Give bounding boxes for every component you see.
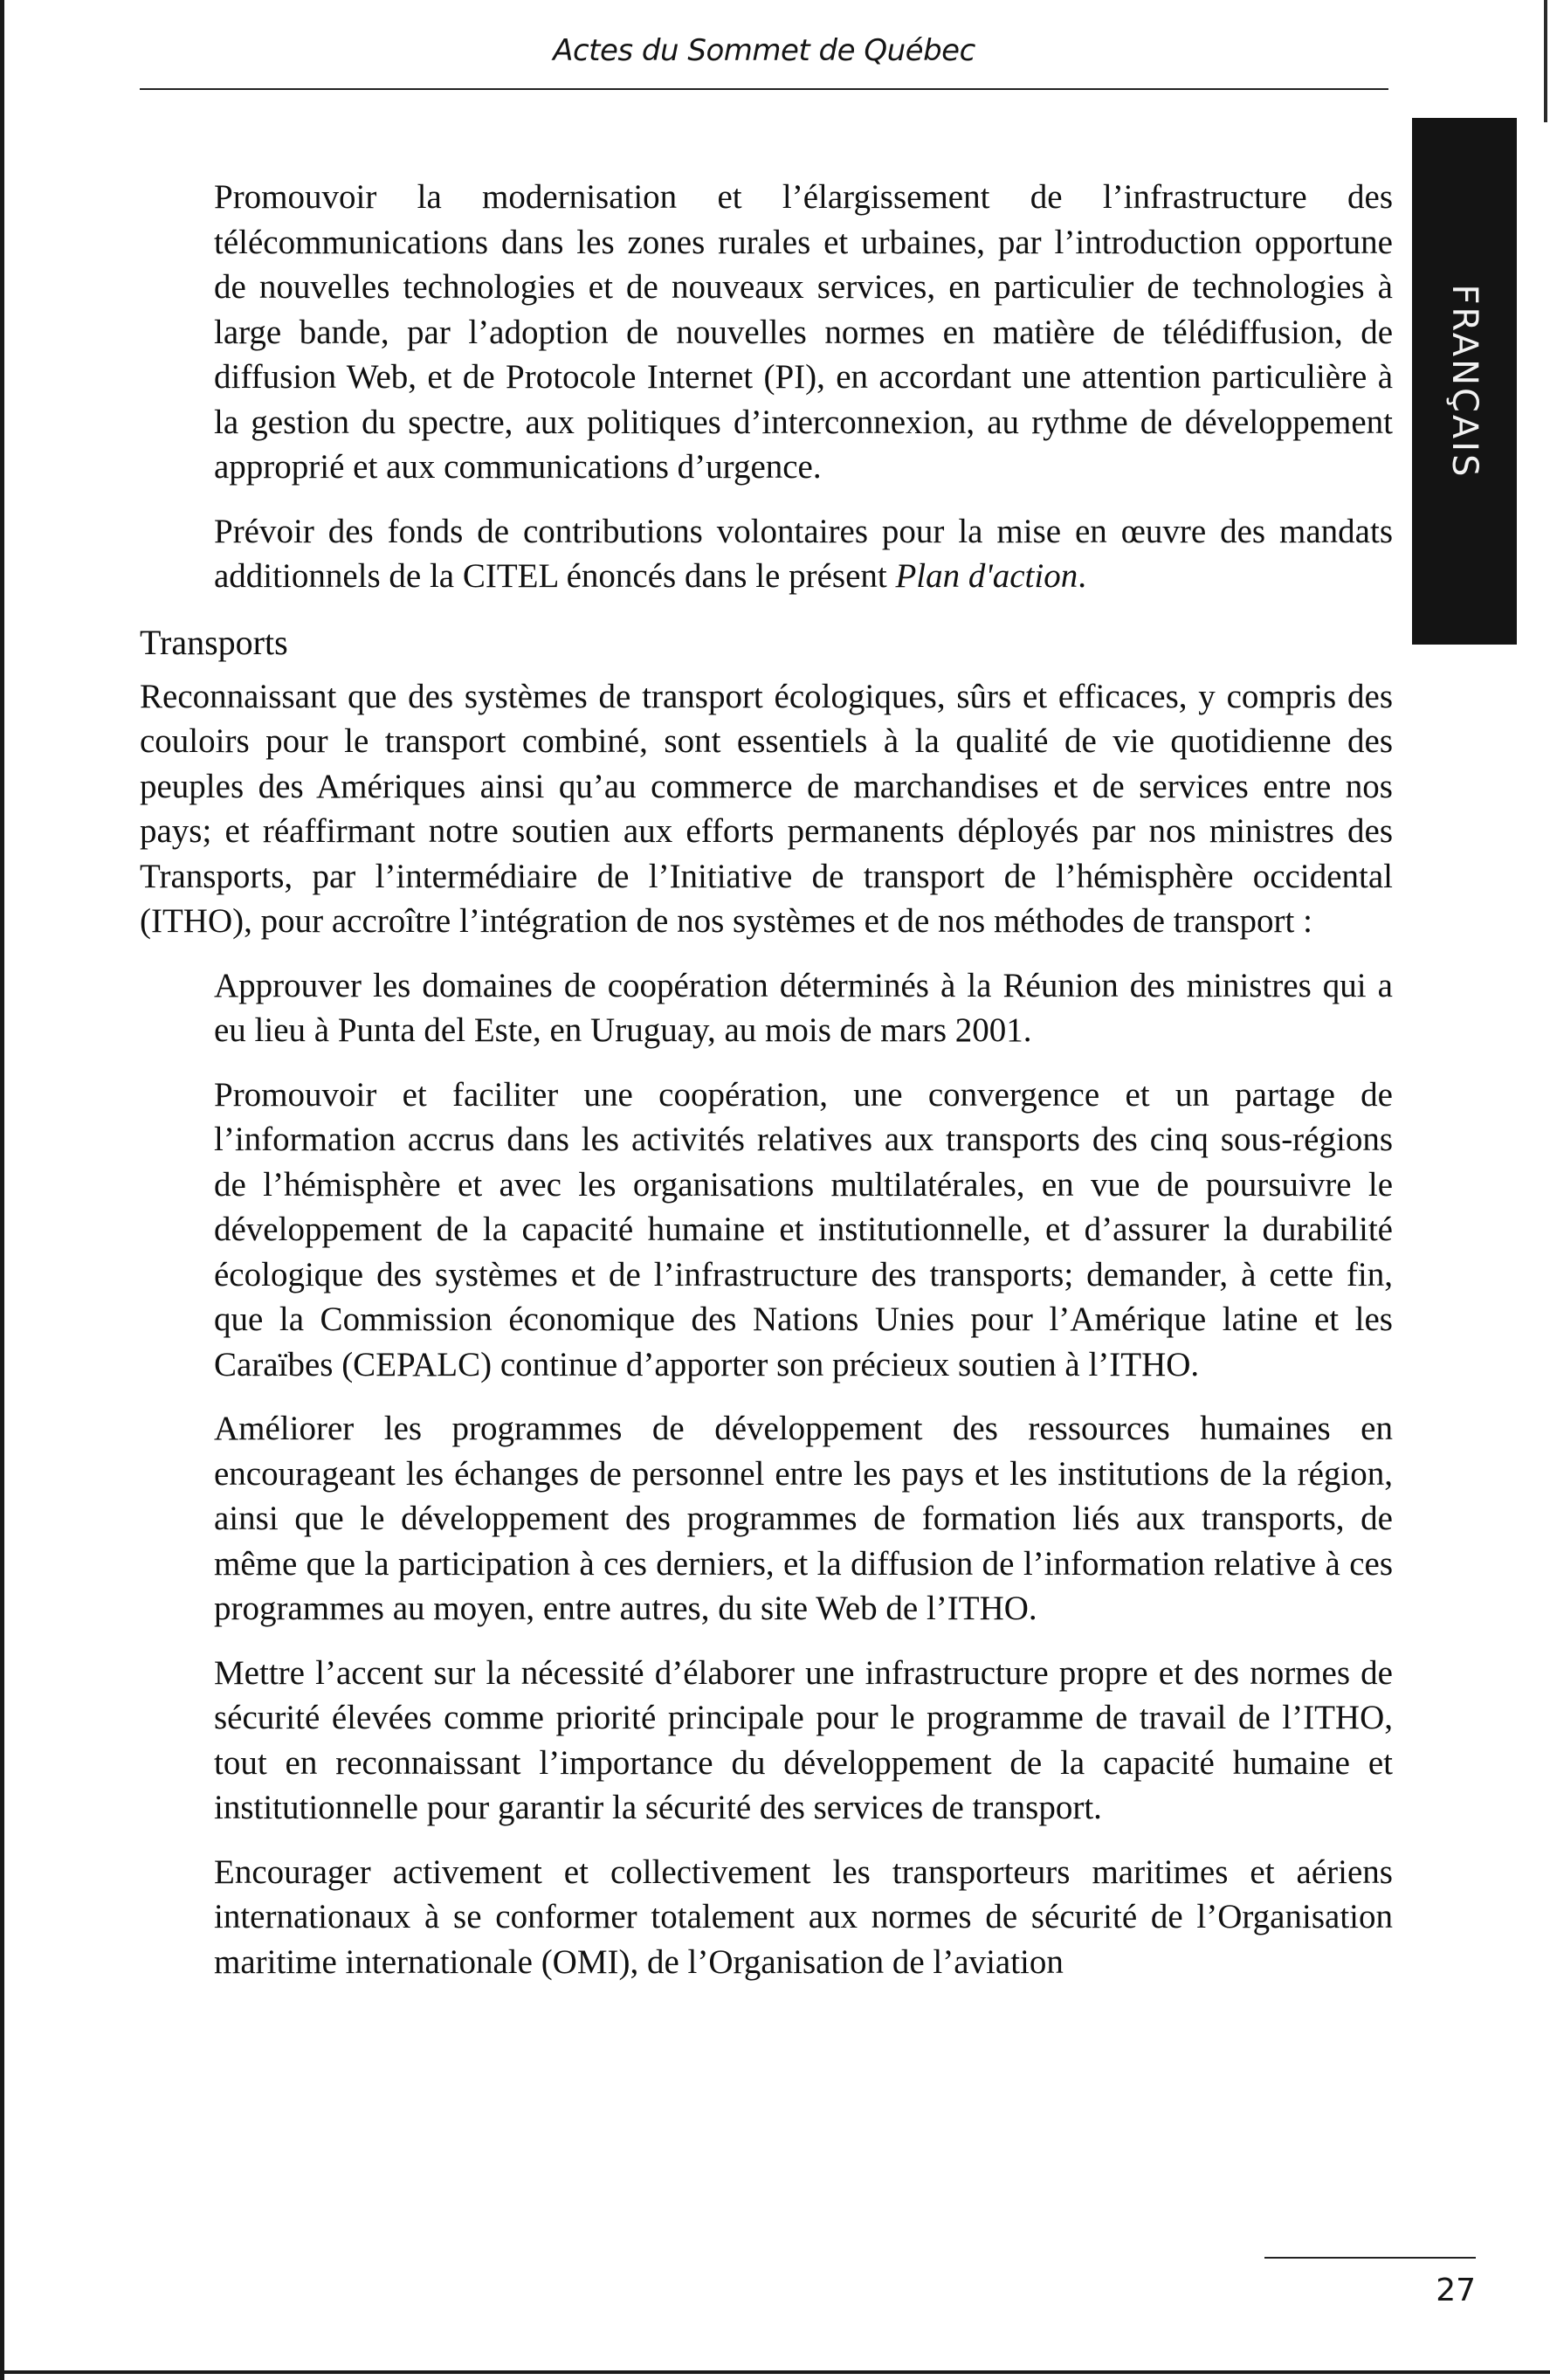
page-body [140,175,1393,2004]
section-heading-transports: Transports [140,622,288,662]
page-number: 27 [1436,2273,1476,2308]
scan-border-bottom [0,2370,1550,2374]
running-header: Actes du Sommet de Québec [553,33,975,68]
paragraph-safety-standards: Mettre l’accent sur la nécessité d’élaborer une infrastructure propre et des normes de sécurité élevées comme priorité principale pour le programme de travail de l’ITHO, tout en reconnaissant l’importance du développement de la capacité humaine et institutionnelle pour garantir la sécurité des services de transport. [214,1653,1393,1826]
footer-rule [1264,2257,1476,2259]
scan-border-left [0,0,4,2380]
paragraph-carriers-compliance: Encourager activement et collectivement les transporteurs maritimes et aériens internationaux à se conformer totalement aux normes de sécurité de l’Organisation maritime internationale (OMI), de l’Organisation de l’aviation [214,1852,1393,1981]
header-rule [140,88,1388,90]
paragraph-telecom-modernisation: Promouvoir la modernisation et l’élargissement de l’infrastructure des télécommunications dans les zones rurales et urbaines, par l’introduction opportune de nouvelles technologies et de nouveaux services, en particulier de technologies à large bande, par l’adoption de nouvelles normes en matière de télédiffusion, de diffusion Web, et de Protocole Internet (PI), en accordant une attention particulière à la gestion du spectre, aux politiques d’interconnexion, au rythme de développement approprié et aux communications d’urgence. [214,178,1393,486]
paragraph-citel-funds [214,509,1393,599]
scan-border-right [1544,0,1547,122]
paragraph-human-resources: Améliorer les programmes de développement des ressources humaines en encourageant les échanges de personnel entre les pays et les institutions de la région, ainsi que le développement des programmes de formation liés aux transports, de même que la participation à ces derniers, et la diffusion de l’information relative à ces programmes au moyen, entre autres, du site Web de l’ITHO. [214,1410,1393,1627]
paragraph-transports-intro: Reconnaissant que des systèmes de transport écologiques, sûrs et efficaces, y compris des couloirs pour le transport combiné, sont essentiels à la qualité de vie quotidienne des peuples des Amériques ainsi qu’au commerce de marchandises et de services entre nos pays; et réaffirmant notre soutien aux efforts permanents déployés par nos ministres des Transports, par l’intermédiaire de l’Initiative de transport de l’hémisphère occidental (ITHO), pour accroître l’intégration de nos systèmes et de nos méthodes de transport : [140,677,1393,940]
language-tab-label: FRANÇAIS [1444,284,1485,479]
plan-daction-italic: Plan d'action [895,557,1078,595]
paragraph-promote-cooperation: Promouvoir et faciliter une coopération, une convergence et un partage de l’information accrus dans les activités relatives aux transports des cinq sous-régions de l’hémisphère et avec les organisations multilatérales, en vue de poursuivre le développement de la capacité humaine et institutionnelle, et d’assurer la durabilité écologique des systèmes et de l’infrastructure des transports; demander, à cette fin, que la Commission économique des Nations Unies pour l’Amérique latine et les Caraïbes (CEPALC) continue d’apporter son précieux soutien à l’ITHO. [214,1075,1393,1383]
paragraph-citel-funds-text: Prévoir des fonds de contributions volontaires pour la mise en œuvre des mandats additionnels de la CITEL énoncés dans le présent [214,512,1393,595]
paragraph-approve-cooperation: Approuver les domaines de coopération déterminés à la Réunion des ministres qui a eu lieu à Punta del Este, en Uruguay, au mois de mars 2001. [214,966,1393,1049]
language-tab [1412,118,1517,645]
paragraph-citel-funds-end: . [1078,557,1086,595]
